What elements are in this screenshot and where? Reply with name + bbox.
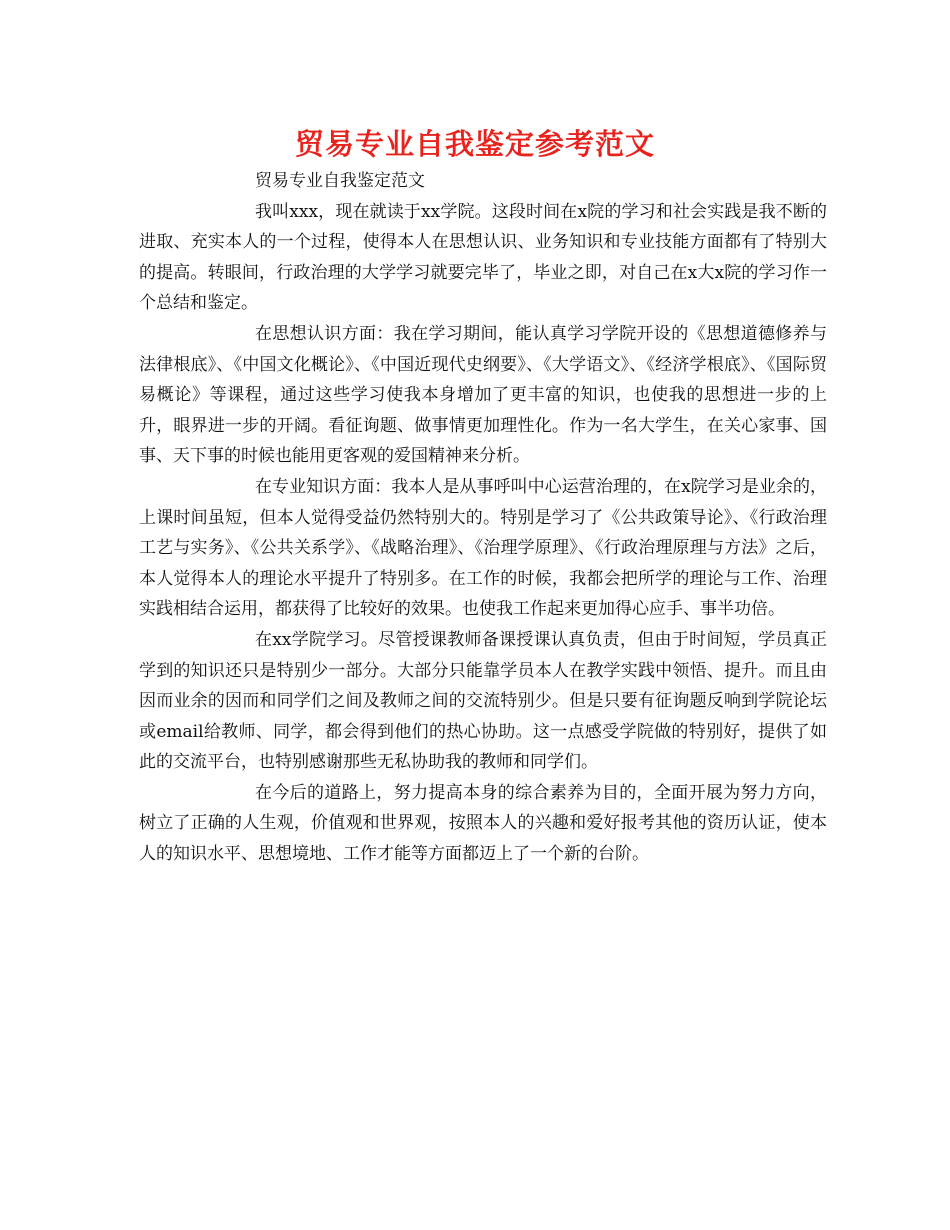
document-subtitle: 贸易专业自我鉴定范文: [255, 171, 425, 191]
paragraph-study: 在xx学院学习。尽管授课教师备课授课认真负责，但由于时间短，学员真正学到的知识还只是特别少一部分。大部分只能靠学员本人在教学实践中领悟、提升。而且由因而业余的因而和同学们之间及教师之间的交流特别少。但是只要有征询题反响到学院论坛或email给教师、同学，都会得到他们的热心协助。这一点感受学院做的特别好，提供了如此的交流平台，也特别感谢那些无私协助我的教师和同学们。: [139, 629, 827, 773]
paragraph-future: 在今后的道路上，努力提高本身的综合素养为目的，全面开展为努力方向，树立了正确的人生观，价值观和世界观，按照本人的兴趣和爱好报考其他的资历认证，使本人的知识水平、思想境地、工作才能等方面都迈上了一个新的台阶。: [139, 782, 827, 865]
paragraph-thought: 在思想认识方面：我在学习期间，能认真学习学院开设的《思想道德修养与法律根底》、《中国文化概论》、《中国近现代史纲要》、《大学语文》、《经济学根底》、《国际贸易概论》等课程，通过这些学习使我本身增加了更丰富的知识，也使我的思想进一步的上升，眼界进一步的开阔。看征询题、做事情更加理性化。作为一名大学生，在关心家事、国事、天下事的时候也能用更客观的爱国精神来分析。: [139, 323, 827, 467]
document-title: 贸易专业自我鉴定参考范文: [294, 127, 655, 161]
paragraph-intro: 我叫xxx，现在就读于xx学院。这段时间在x院的学习和社会实践是我不断的进取、充实本人的一个过程，使得本人在思想认识、业务知识和专业技能方面都有了特别大的提高。转眼间，行政治理的大学学习就要完毕了，毕业之即，对自己在x大x院的学习作一个总结和鉴定。: [139, 201, 827, 314]
document-body: [139, 166, 827, 870]
paragraph-professional: 在专业知识方面：我本人是从事呼叫中心运营治理的，在x院学习是业余的，上课时间虽短，但本人觉得受益仍然特别大的。特别是学习了《公共政策导论》、《行政治理工艺与实务》、《公共关系学》、《战略治理》、《治理学原理》、《行政治理原理与方法》之后，本人觉得本人的理论水平提升了特别多。在工作的时候，我都会把所学的理论与工作、治理实践相结合运用，都获得了比较好的效果。也使我工作起来更加得心应手、事半功倍。: [139, 476, 827, 620]
